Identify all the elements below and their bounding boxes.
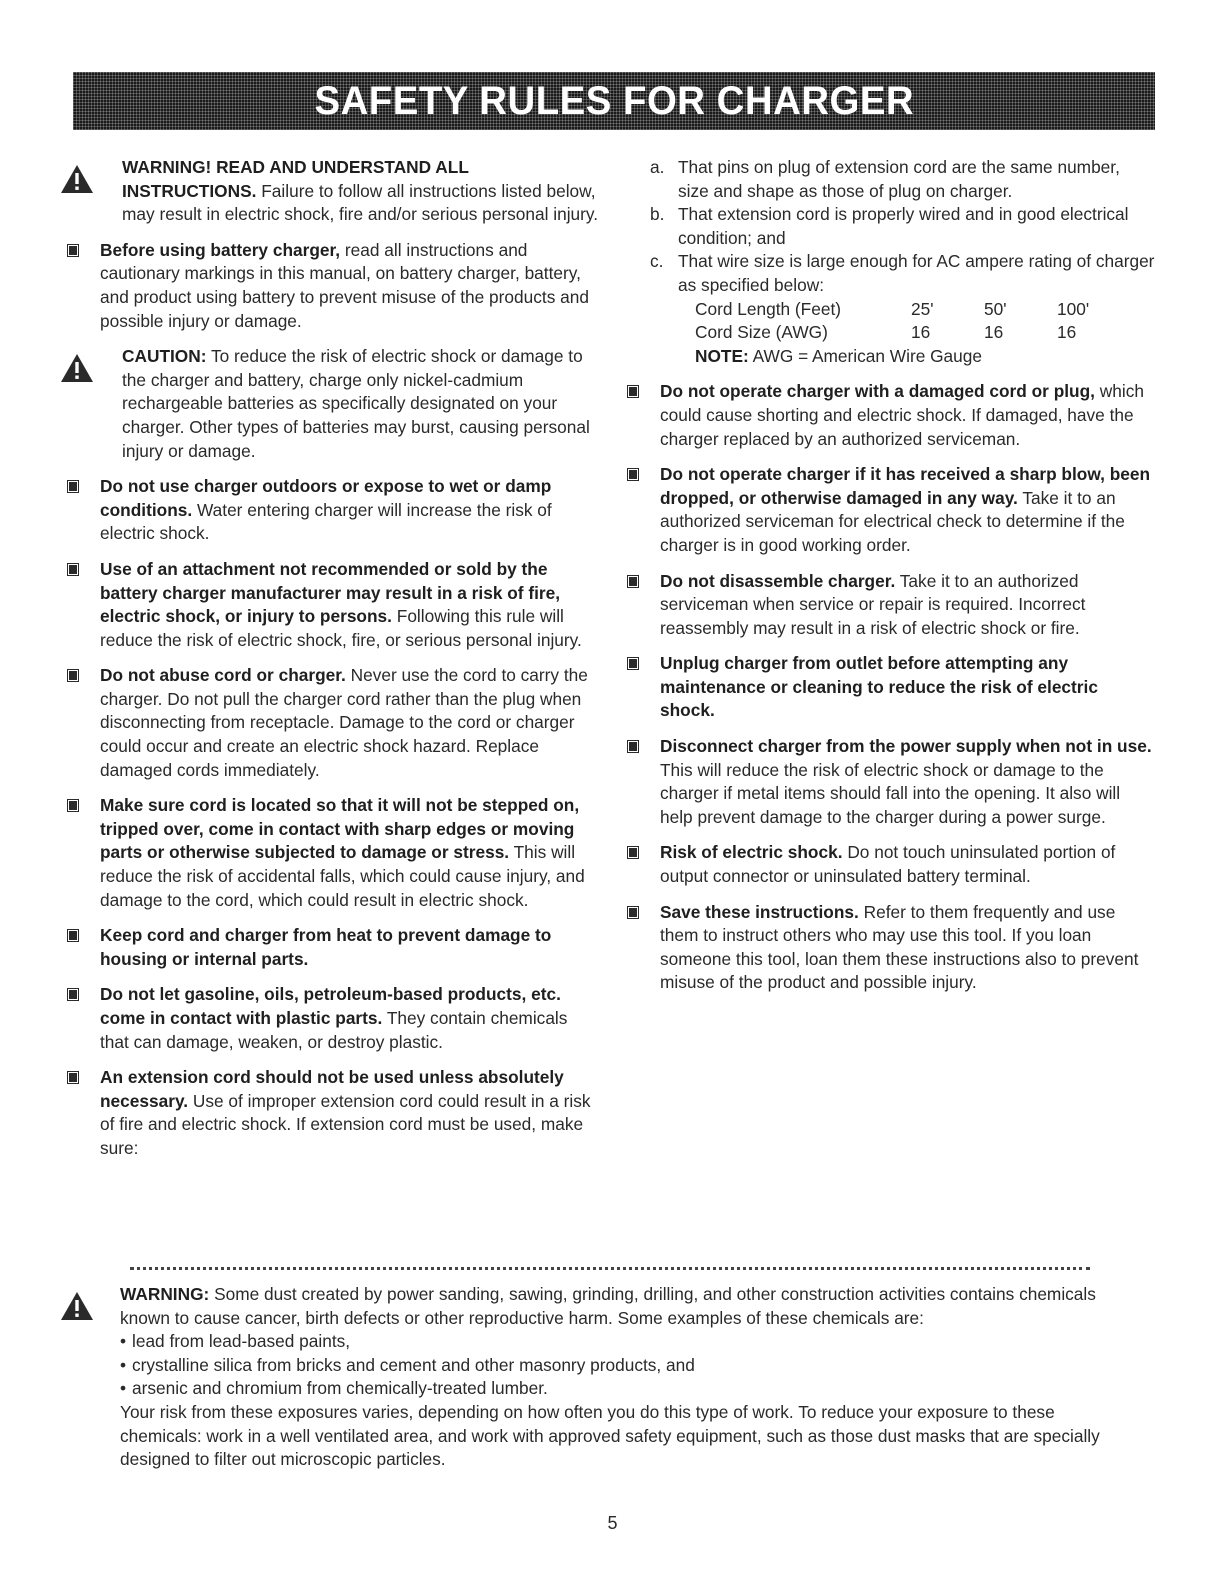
rule-text: Water entering charger will increase the risk of electric shock.: [100, 499, 552, 544]
table-row: [695, 321, 1089, 345]
table-row: [695, 298, 1089, 322]
square-bullet-icon: [629, 577, 637, 586]
list-marker: a.: [650, 157, 665, 177]
table-cell: 25': [911, 298, 934, 319]
rule-item: [620, 841, 1155, 888]
square-bullet-icon: [69, 246, 77, 255]
caution-text: To reduce the risk of electric shock or damage to the charger and battery, charge only nickel-cadmium rechargeable batteries as specifically designated on your charger. Other types of batteries may burst, causing personal injury or damage.: [122, 346, 590, 461]
rule-bold: Disconnect charger from the power supply when not in use.: [660, 736, 1152, 757]
page-number: 5: [607, 1513, 618, 1533]
list-marker: c.: [650, 251, 664, 272]
dust-warning-closing: Your risk from these exposures varies, depending on how often you do this type of work. To reduce your exposure to these chemicals: work in a well ventilated area, and work with approved safety equipment, such as those dust masks that are specially designed to filter out microscopic particles.: [120, 1401, 1100, 1470]
square-bullet-icon: [629, 908, 637, 917]
note-text: AWG = American Wire Gauge: [752, 345, 982, 366]
rule-text: read all instructions and cautionary markings in this manual, on battery charger, battery, and product using battery to prevent misuse of the products and possible injury or damage.: [100, 239, 589, 331]
rule-item: [620, 901, 1155, 995]
rule-text: Following this rule will reduce the risk of electric shock, fire, or serious personal injury.: [100, 606, 582, 650]
rule-text: Take it to an authorized serviceman when service or repair is required. Incorrect reassembly may result in a risk of electric shock or fire.: [660, 570, 1086, 638]
dust-warning-heading: WARNING:: [120, 1284, 210, 1304]
rule-item: [60, 475, 600, 546]
square-bullet-icon: [69, 671, 77, 680]
square-bullet-icon: [629, 470, 637, 479]
list-item-text: That wire size is large enough for AC ampere rating of charger as specified below:: [678, 251, 1155, 295]
square-bullet-icon: [69, 565, 77, 574]
rule-text: This will reduce the risk of accidental falls, which could cause injury, and damage to the cord, which could result in electric shock.: [100, 842, 585, 910]
square-bullet-icon: [69, 990, 77, 999]
table-cell: 16: [911, 322, 931, 343]
rule-text: This will reduce the risk of electric shock or damage to the charger if metal items should fall into the opening. It also will help prevent damage to the charger during a power surge.: [660, 759, 1121, 827]
rule-text: Take it to an authorized serviceman for electrical check to determine if the charger is in good working order.: [660, 487, 1125, 555]
rule-bold: Before using battery charger,: [100, 239, 341, 260]
rule-text: Do not touch uninsulated portion of output connector or uninsulated battery terminal.: [660, 842, 1116, 887]
table-cell: Cord Size (AWG): [695, 322, 828, 343]
note-label: NOTE:: [695, 345, 749, 366]
rule-text: Use of improper extension cord could result in a risk of fire and electric shock. If extension cord must be used, make sure:: [100, 1090, 591, 1158]
extension-check-b: [620, 203, 1155, 250]
square-bullet-icon: [69, 801, 77, 810]
dust-warning-text-wrap: [60, 1283, 1140, 1472]
rule-bold: Risk of electric shock.: [660, 842, 843, 863]
rule-bold: Do not abuse cord or charger.: [100, 665, 346, 686]
rule-bold: Do not disassemble charger.: [660, 570, 896, 591]
rule-item: [60, 239, 600, 333]
list-item: • crystalline silica from bricks and cement and other masonry products, and: [120, 1354, 1140, 1378]
section-divider: [130, 1267, 1090, 1270]
rule-item: [60, 794, 600, 912]
rule-text: Never use the cord to carry the charger. Do not pull the charger cord rather than the plug when disconnecting from receptacle. Damage to the cord or charger could occur and create an electric shock hazard. Replace damaged cords immediately.: [100, 665, 588, 780]
table-cell: 16: [984, 322, 1004, 343]
rule-text: Refer to them frequently and use them to instruct others who may use this tool. If you loan someone this tool, loan them these instructions also to prevent misuse of the product and possible injury.: [660, 901, 1139, 993]
rule-bold: Do not operate charger if it has received a sharp blow, been dropped, or otherwise damaged in any way.: [660, 464, 1151, 508]
rule-item: [60, 1066, 600, 1160]
warning-text: Failure to follow all instructions listed below, may result in electric shock, fire and/or serious personal injury.: [122, 180, 599, 225]
rule-item: [620, 463, 1155, 557]
awg-note: [695, 345, 1155, 369]
chemical-list: [120, 1330, 1140, 1401]
square-bullet-icon: [69, 1073, 77, 1082]
table-cell: 100': [1057, 298, 1090, 319]
rule-item: [60, 924, 600, 971]
table-cell: Cord Length (Feet): [695, 298, 842, 319]
table-cell: 16: [1057, 322, 1077, 343]
dust-warning-text: Some dust created by power sanding, sawing, grinding, drilling, and other construction activities contains chemicals known to cause cancer, birth defects or other reproductive harm. Some examples of these chemicals are:: [120, 1284, 1096, 1328]
rule-bold: Do not operate charger with a damaged cord or plug,: [660, 381, 1095, 402]
rule-bold: Do not let gasoline, oils, petroleum-based products, etc. come in contact with plastic parts.: [100, 984, 561, 1028]
rule-item: [620, 380, 1155, 451]
page-title: SAFETY RULES FOR CHARGER: [314, 78, 914, 123]
rule-bold: Use of an attachment not recommended or sold by the battery charger manufacturer may result in a risk of fire, electric shock, or injury to persons.: [100, 558, 561, 627]
list-item: • arsenic and chromium from chemically-treated lumber.: [120, 1377, 1140, 1401]
right-column: [620, 156, 1155, 1007]
table-cell: 50': [984, 298, 1007, 319]
rule-item: [620, 652, 1155, 723]
list-item-text: That pins on plug of extension cord are the same number, size and shape as those of plug on charger.: [678, 157, 1120, 201]
square-bullet-icon: [629, 848, 637, 857]
rule-item: [60, 664, 600, 782]
extension-check-a: [620, 156, 1155, 203]
warning-triangle-icon: [60, 1291, 94, 1321]
rule-bold: Save these instructions.: [660, 901, 859, 922]
rule-item: [60, 983, 600, 1054]
rule-item: [620, 735, 1155, 829]
rule-bold: Make sure cord is located so that it will not be stepped on, tripped over, come in contact with sharp edges or moving parts or otherwise subjected to damage or stress.: [100, 795, 580, 863]
rule-bold: Keep cord and charger from heat to prevent damage to housing or internal parts.: [100, 925, 552, 969]
rule-text: They contain chemicals that can damage, weaken, or destroy plastic.: [100, 1008, 568, 1052]
caution-block: [60, 345, 600, 463]
left-column: [60, 156, 600, 1173]
list-item-text: That extension cord is properly wired and in good electrical condition; and: [678, 204, 1129, 248]
warning-heading: WARNING! READ AND UNDERSTAND ALL INSTRUCTIONS.: [122, 157, 469, 201]
square-bullet-icon: [629, 387, 637, 396]
cord-size-table: [695, 298, 1089, 345]
rule-item: [620, 570, 1155, 641]
square-bullet-icon: [69, 931, 77, 940]
rule-item: [60, 558, 600, 652]
dust-warning-block: [60, 1283, 1140, 1472]
rule-bold: An extension cord should not be used unless absolutely necessary.: [100, 1067, 564, 1111]
rule-text: which could cause shorting and electric shock. If damaged, have the charger replaced by an authorized serviceman.: [660, 381, 1144, 449]
rule-bold: Unplug charger from outlet before attempting any maintenance or cleaning to reduce the risk of electric shock.: [660, 653, 1098, 721]
warning-triangle-icon: [60, 353, 94, 383]
extension-check-c: [620, 250, 1155, 297]
section-banner: [73, 72, 1155, 130]
list-marker: b.: [650, 204, 665, 225]
list-item: • lead from lead-based paints,: [120, 1330, 1140, 1354]
square-bullet-icon: [629, 659, 637, 668]
warning-triangle-icon: [60, 164, 94, 194]
rule-bold: Do not use charger outdoors or expose to wet or damp conditions.: [100, 476, 552, 520]
square-bullet-icon: [629, 742, 637, 751]
square-bullet-icon: [69, 482, 77, 491]
caution-heading: CAUTION:: [122, 346, 207, 367]
warning-block: [60, 156, 600, 227]
